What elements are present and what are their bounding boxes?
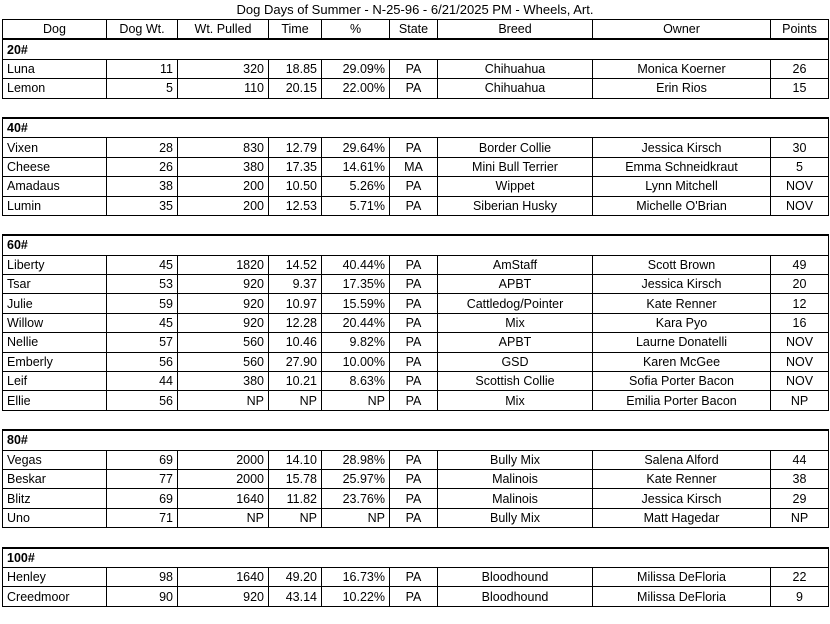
time-cell: 10.50 bbox=[269, 177, 322, 196]
table-row bbox=[3, 177, 829, 196]
spacer-cell bbox=[3, 410, 829, 430]
breed-cell: Malinois bbox=[438, 489, 593, 508]
weight-pulled-cell: 2000 bbox=[178, 469, 269, 488]
time-cell: 12.79 bbox=[269, 138, 322, 157]
dog-weight-cell: 44 bbox=[107, 372, 178, 391]
dog-weight-cell: 71 bbox=[107, 508, 178, 527]
points-cell: 30 bbox=[771, 138, 829, 157]
owner-cell: Emilia Porter Bacon bbox=[593, 391, 771, 410]
results-body bbox=[3, 39, 829, 606]
percent-cell: NP bbox=[322, 508, 390, 527]
dog-weight-cell: 98 bbox=[107, 567, 178, 586]
weight-pulled-cell: 920 bbox=[178, 587, 269, 606]
dog-name-cell: Tsar bbox=[3, 275, 107, 294]
weight-pulled-cell: 110 bbox=[178, 79, 269, 98]
owner-cell: Salena Alford bbox=[593, 450, 771, 469]
time-cell: 9.37 bbox=[269, 275, 322, 294]
dog-weight-cell: 69 bbox=[107, 450, 178, 469]
state-cell: PA bbox=[390, 567, 438, 586]
weight-pulled-cell: 1640 bbox=[178, 489, 269, 508]
owner-cell: Jessica Kirsch bbox=[593, 138, 771, 157]
breed-cell: Mini Bull Terrier bbox=[438, 157, 593, 176]
breed-cell: Bloodhound bbox=[438, 587, 593, 606]
owner-cell: Lynn Mitchell bbox=[593, 177, 771, 196]
points-cell: 49 bbox=[771, 255, 829, 274]
state-cell: PA bbox=[390, 508, 438, 527]
percent-cell: 14.61% bbox=[322, 157, 390, 176]
points-cell: 15 bbox=[771, 79, 829, 98]
weight-class-row bbox=[3, 39, 829, 59]
breed-cell: APBT bbox=[438, 275, 593, 294]
time-cell: 43.14 bbox=[269, 587, 322, 606]
column-header-points: Points bbox=[771, 20, 829, 40]
breed-cell: Bully Mix bbox=[438, 450, 593, 469]
weight-class-label: 80# bbox=[3, 430, 829, 450]
percent-cell: 10.22% bbox=[322, 587, 390, 606]
column-header-dog-weight: Dog Wt. bbox=[107, 20, 178, 40]
column-header-state: State bbox=[390, 20, 438, 40]
dog-weight-cell: 90 bbox=[107, 587, 178, 606]
weight-pulled-cell: 920 bbox=[178, 275, 269, 294]
dog-weight-cell: 45 bbox=[107, 255, 178, 274]
time-cell: 17.35 bbox=[269, 157, 322, 176]
percent-cell: 22.00% bbox=[322, 79, 390, 98]
points-cell: NOV bbox=[771, 372, 829, 391]
spacer-cell bbox=[3, 215, 829, 235]
state-cell: PA bbox=[390, 352, 438, 371]
dog-name-cell: Emberly bbox=[3, 352, 107, 371]
breed-cell: GSD bbox=[438, 352, 593, 371]
table-row bbox=[3, 138, 829, 157]
state-cell: PA bbox=[390, 372, 438, 391]
percent-cell: 23.76% bbox=[322, 489, 390, 508]
breed-cell: Chihuahua bbox=[438, 79, 593, 98]
owner-cell: Laurne Donatelli bbox=[593, 333, 771, 352]
state-cell: PA bbox=[390, 587, 438, 606]
dog-name-cell: Willow bbox=[3, 313, 107, 332]
time-cell: 12.53 bbox=[269, 196, 322, 215]
state-cell: PA bbox=[390, 469, 438, 488]
dog-weight-cell: 35 bbox=[107, 196, 178, 215]
dog-name-cell: Uno bbox=[3, 508, 107, 527]
owner-cell: Karen McGee bbox=[593, 352, 771, 371]
owner-cell: Michelle O'Brian bbox=[593, 196, 771, 215]
dog-weight-cell: 53 bbox=[107, 275, 178, 294]
spacer-cell bbox=[3, 528, 829, 548]
owner-cell: Matt Hagedar bbox=[593, 508, 771, 527]
state-cell: PA bbox=[390, 450, 438, 469]
time-cell: 14.52 bbox=[269, 255, 322, 274]
points-cell: NOV bbox=[771, 333, 829, 352]
percent-cell: 29.64% bbox=[322, 138, 390, 157]
owner-cell: Jessica Kirsch bbox=[593, 275, 771, 294]
percent-cell: 5.26% bbox=[322, 177, 390, 196]
dog-name-cell: Vegas bbox=[3, 450, 107, 469]
time-cell: 27.90 bbox=[269, 352, 322, 371]
table-row bbox=[3, 255, 829, 274]
dog-weight-cell: 56 bbox=[107, 352, 178, 371]
dog-weight-cell: 38 bbox=[107, 177, 178, 196]
percent-cell: 5.71% bbox=[322, 196, 390, 215]
percent-cell: 40.44% bbox=[322, 255, 390, 274]
weight-pulled-cell: 560 bbox=[178, 333, 269, 352]
owner-cell: Monica Koerner bbox=[593, 59, 771, 78]
weight-pulled-cell: 380 bbox=[178, 372, 269, 391]
weight-pulled-cell: 560 bbox=[178, 352, 269, 371]
state-cell: PA bbox=[390, 79, 438, 98]
dog-weight-cell: 59 bbox=[107, 294, 178, 313]
table-row bbox=[3, 372, 829, 391]
group-spacer bbox=[3, 215, 829, 235]
weight-pulled-cell: 200 bbox=[178, 196, 269, 215]
dog-name-cell: Beskar bbox=[3, 469, 107, 488]
weight-pulled-cell: 200 bbox=[178, 177, 269, 196]
breed-cell: Cattledog/Pointer bbox=[438, 294, 593, 313]
dog-name-cell: Henley bbox=[3, 567, 107, 586]
dog-weight-cell: 11 bbox=[107, 59, 178, 78]
points-cell: NOV bbox=[771, 352, 829, 371]
dog-name-cell: Nellie bbox=[3, 333, 107, 352]
points-cell: NP bbox=[771, 508, 829, 527]
owner-cell: Milissa DeFloria bbox=[593, 587, 771, 606]
dog-weight-cell: 5 bbox=[107, 79, 178, 98]
weight-pulled-cell: 830 bbox=[178, 138, 269, 157]
time-cell: 49.20 bbox=[269, 567, 322, 586]
column-header-dog: Dog bbox=[3, 20, 107, 40]
owner-cell: Emma Schneidkraut bbox=[593, 157, 771, 176]
breed-cell: Border Collie bbox=[438, 138, 593, 157]
percent-cell: 29.09% bbox=[322, 59, 390, 78]
breed-cell: Scottish Collie bbox=[438, 372, 593, 391]
weight-pulled-cell: 920 bbox=[178, 313, 269, 332]
state-cell: PA bbox=[390, 333, 438, 352]
breed-cell: Wippet bbox=[438, 177, 593, 196]
breed-cell: APBT bbox=[438, 333, 593, 352]
state-cell: PA bbox=[390, 255, 438, 274]
table-row bbox=[3, 333, 829, 352]
table-row bbox=[3, 391, 829, 410]
percent-cell: 25.97% bbox=[322, 469, 390, 488]
weight-class-row bbox=[3, 235, 829, 255]
state-cell: PA bbox=[390, 489, 438, 508]
points-cell: 16 bbox=[771, 313, 829, 332]
breed-cell: Bloodhound bbox=[438, 567, 593, 586]
weight-pulled-cell: 1640 bbox=[178, 567, 269, 586]
sheet-title: Dog Days of Summer - N-25-96 - 6/21/2025 PM - Wheels, Art. bbox=[236, 2, 594, 17]
time-cell: NP bbox=[269, 508, 322, 527]
breed-cell: AmStaff bbox=[438, 255, 593, 274]
group-spacer bbox=[3, 528, 829, 548]
table-row bbox=[3, 567, 829, 586]
breed-cell: Malinois bbox=[438, 469, 593, 488]
dog-name-cell: Luna bbox=[3, 59, 107, 78]
points-cell: 29 bbox=[771, 489, 829, 508]
group-spacer bbox=[3, 410, 829, 430]
weight-pulled-cell: NP bbox=[178, 391, 269, 410]
percent-cell: 28.98% bbox=[322, 450, 390, 469]
owner-cell: Kara Pyo bbox=[593, 313, 771, 332]
table-row bbox=[3, 196, 829, 215]
column-header-percent: % bbox=[322, 20, 390, 40]
dog-name-cell: Lumin bbox=[3, 196, 107, 215]
time-cell: 12.28 bbox=[269, 313, 322, 332]
dog-name-cell: Creedmoor bbox=[3, 587, 107, 606]
dog-name-cell: Julie bbox=[3, 294, 107, 313]
time-cell: 10.46 bbox=[269, 333, 322, 352]
state-cell: PA bbox=[390, 177, 438, 196]
points-cell: NP bbox=[771, 391, 829, 410]
dog-name-cell: Ellie bbox=[3, 391, 107, 410]
dog-name-cell: Vixen bbox=[3, 138, 107, 157]
weight-class-label: 40# bbox=[3, 118, 829, 138]
time-cell: 11.82 bbox=[269, 489, 322, 508]
points-cell: 22 bbox=[771, 567, 829, 586]
column-header-time: Time bbox=[269, 20, 322, 40]
weight-class-row bbox=[3, 430, 829, 450]
breed-cell: Chihuahua bbox=[438, 59, 593, 78]
column-header-owner: Owner bbox=[593, 20, 771, 40]
points-cell: 5 bbox=[771, 157, 829, 176]
time-cell: 10.97 bbox=[269, 294, 322, 313]
breed-cell: Bully Mix bbox=[438, 508, 593, 527]
percent-cell: 17.35% bbox=[322, 275, 390, 294]
percent-cell: 15.59% bbox=[322, 294, 390, 313]
state-cell: PA bbox=[390, 313, 438, 332]
points-cell: 12 bbox=[771, 294, 829, 313]
owner-cell: Kate Renner bbox=[593, 469, 771, 488]
dog-name-cell: Amadaus bbox=[3, 177, 107, 196]
time-cell: NP bbox=[269, 391, 322, 410]
owner-cell: Kate Renner bbox=[593, 294, 771, 313]
dog-weight-cell: 45 bbox=[107, 313, 178, 332]
dog-weight-cell: 26 bbox=[107, 157, 178, 176]
group-spacer bbox=[3, 98, 829, 118]
state-cell: PA bbox=[390, 391, 438, 410]
weight-class-label: 100# bbox=[3, 548, 829, 568]
owner-cell: Milissa DeFloria bbox=[593, 567, 771, 586]
percent-cell: NP bbox=[322, 391, 390, 410]
table-row bbox=[3, 294, 829, 313]
breed-cell: Siberian Husky bbox=[438, 196, 593, 215]
percent-cell: 9.82% bbox=[322, 333, 390, 352]
dog-weight-cell: 77 bbox=[107, 469, 178, 488]
weight-pulled-cell: 380 bbox=[178, 157, 269, 176]
percent-cell: 8.63% bbox=[322, 372, 390, 391]
dog-name-cell: Liberty bbox=[3, 255, 107, 274]
dog-name-cell: Lemon bbox=[3, 79, 107, 98]
dog-name-cell: Blitz bbox=[3, 489, 107, 508]
spacer-cell bbox=[3, 98, 829, 118]
breed-cell: Mix bbox=[438, 313, 593, 332]
weight-pulled-cell: 920 bbox=[178, 294, 269, 313]
state-cell: PA bbox=[390, 294, 438, 313]
dog-name-cell: Cheese bbox=[3, 157, 107, 176]
weight-class-label: 60# bbox=[3, 235, 829, 255]
time-cell: 20.15 bbox=[269, 79, 322, 98]
state-cell: PA bbox=[390, 196, 438, 215]
weight-pulled-cell: 2000 bbox=[178, 450, 269, 469]
table-row bbox=[3, 157, 829, 176]
column-header-breed: Breed bbox=[438, 20, 593, 40]
points-cell: 38 bbox=[771, 469, 829, 488]
weight-class-row bbox=[3, 548, 829, 568]
percent-cell: 16.73% bbox=[322, 567, 390, 586]
results-table bbox=[2, 19, 829, 607]
weight-pulled-cell: 1820 bbox=[178, 255, 269, 274]
points-cell: 44 bbox=[771, 450, 829, 469]
percent-cell: 20.44% bbox=[322, 313, 390, 332]
owner-cell: Jessica Kirsch bbox=[593, 489, 771, 508]
table-row bbox=[3, 489, 829, 508]
state-cell: PA bbox=[390, 138, 438, 157]
points-cell: NOV bbox=[771, 177, 829, 196]
time-cell: 10.21 bbox=[269, 372, 322, 391]
header-row bbox=[3, 20, 829, 40]
weight-class-label: 20# bbox=[3, 39, 829, 59]
state-cell: PA bbox=[390, 59, 438, 78]
dog-weight-cell: 28 bbox=[107, 138, 178, 157]
weight-class-row bbox=[3, 118, 829, 138]
table-row bbox=[3, 469, 829, 488]
table-row bbox=[3, 508, 829, 527]
time-cell: 15.78 bbox=[269, 469, 322, 488]
time-cell: 18.85 bbox=[269, 59, 322, 78]
table-row bbox=[3, 352, 829, 371]
weight-pulled-cell: NP bbox=[178, 508, 269, 527]
column-header-weight-pulled: Wt. Pulled bbox=[178, 20, 269, 40]
breed-cell: Mix bbox=[438, 391, 593, 410]
points-cell: 20 bbox=[771, 275, 829, 294]
table-row bbox=[3, 587, 829, 606]
owner-cell: Sofia Porter Bacon bbox=[593, 372, 771, 391]
dog-weight-cell: 69 bbox=[107, 489, 178, 508]
points-cell: 26 bbox=[771, 59, 829, 78]
table-row bbox=[3, 79, 829, 98]
table-row bbox=[3, 59, 829, 78]
table-row bbox=[3, 275, 829, 294]
percent-cell: 10.00% bbox=[322, 352, 390, 371]
dog-weight-cell: 57 bbox=[107, 333, 178, 352]
time-cell: 14.10 bbox=[269, 450, 322, 469]
dog-name-cell: Leif bbox=[3, 372, 107, 391]
owner-cell: Scott Brown bbox=[593, 255, 771, 274]
state-cell: PA bbox=[390, 275, 438, 294]
weight-pulled-cell: 320 bbox=[178, 59, 269, 78]
table-row bbox=[3, 450, 829, 469]
table-row bbox=[3, 313, 829, 332]
dog-weight-cell: 56 bbox=[107, 391, 178, 410]
points-cell: 9 bbox=[771, 587, 829, 606]
state-cell: MA bbox=[390, 157, 438, 176]
points-cell: NOV bbox=[771, 196, 829, 215]
owner-cell: Erin Rios bbox=[593, 79, 771, 98]
